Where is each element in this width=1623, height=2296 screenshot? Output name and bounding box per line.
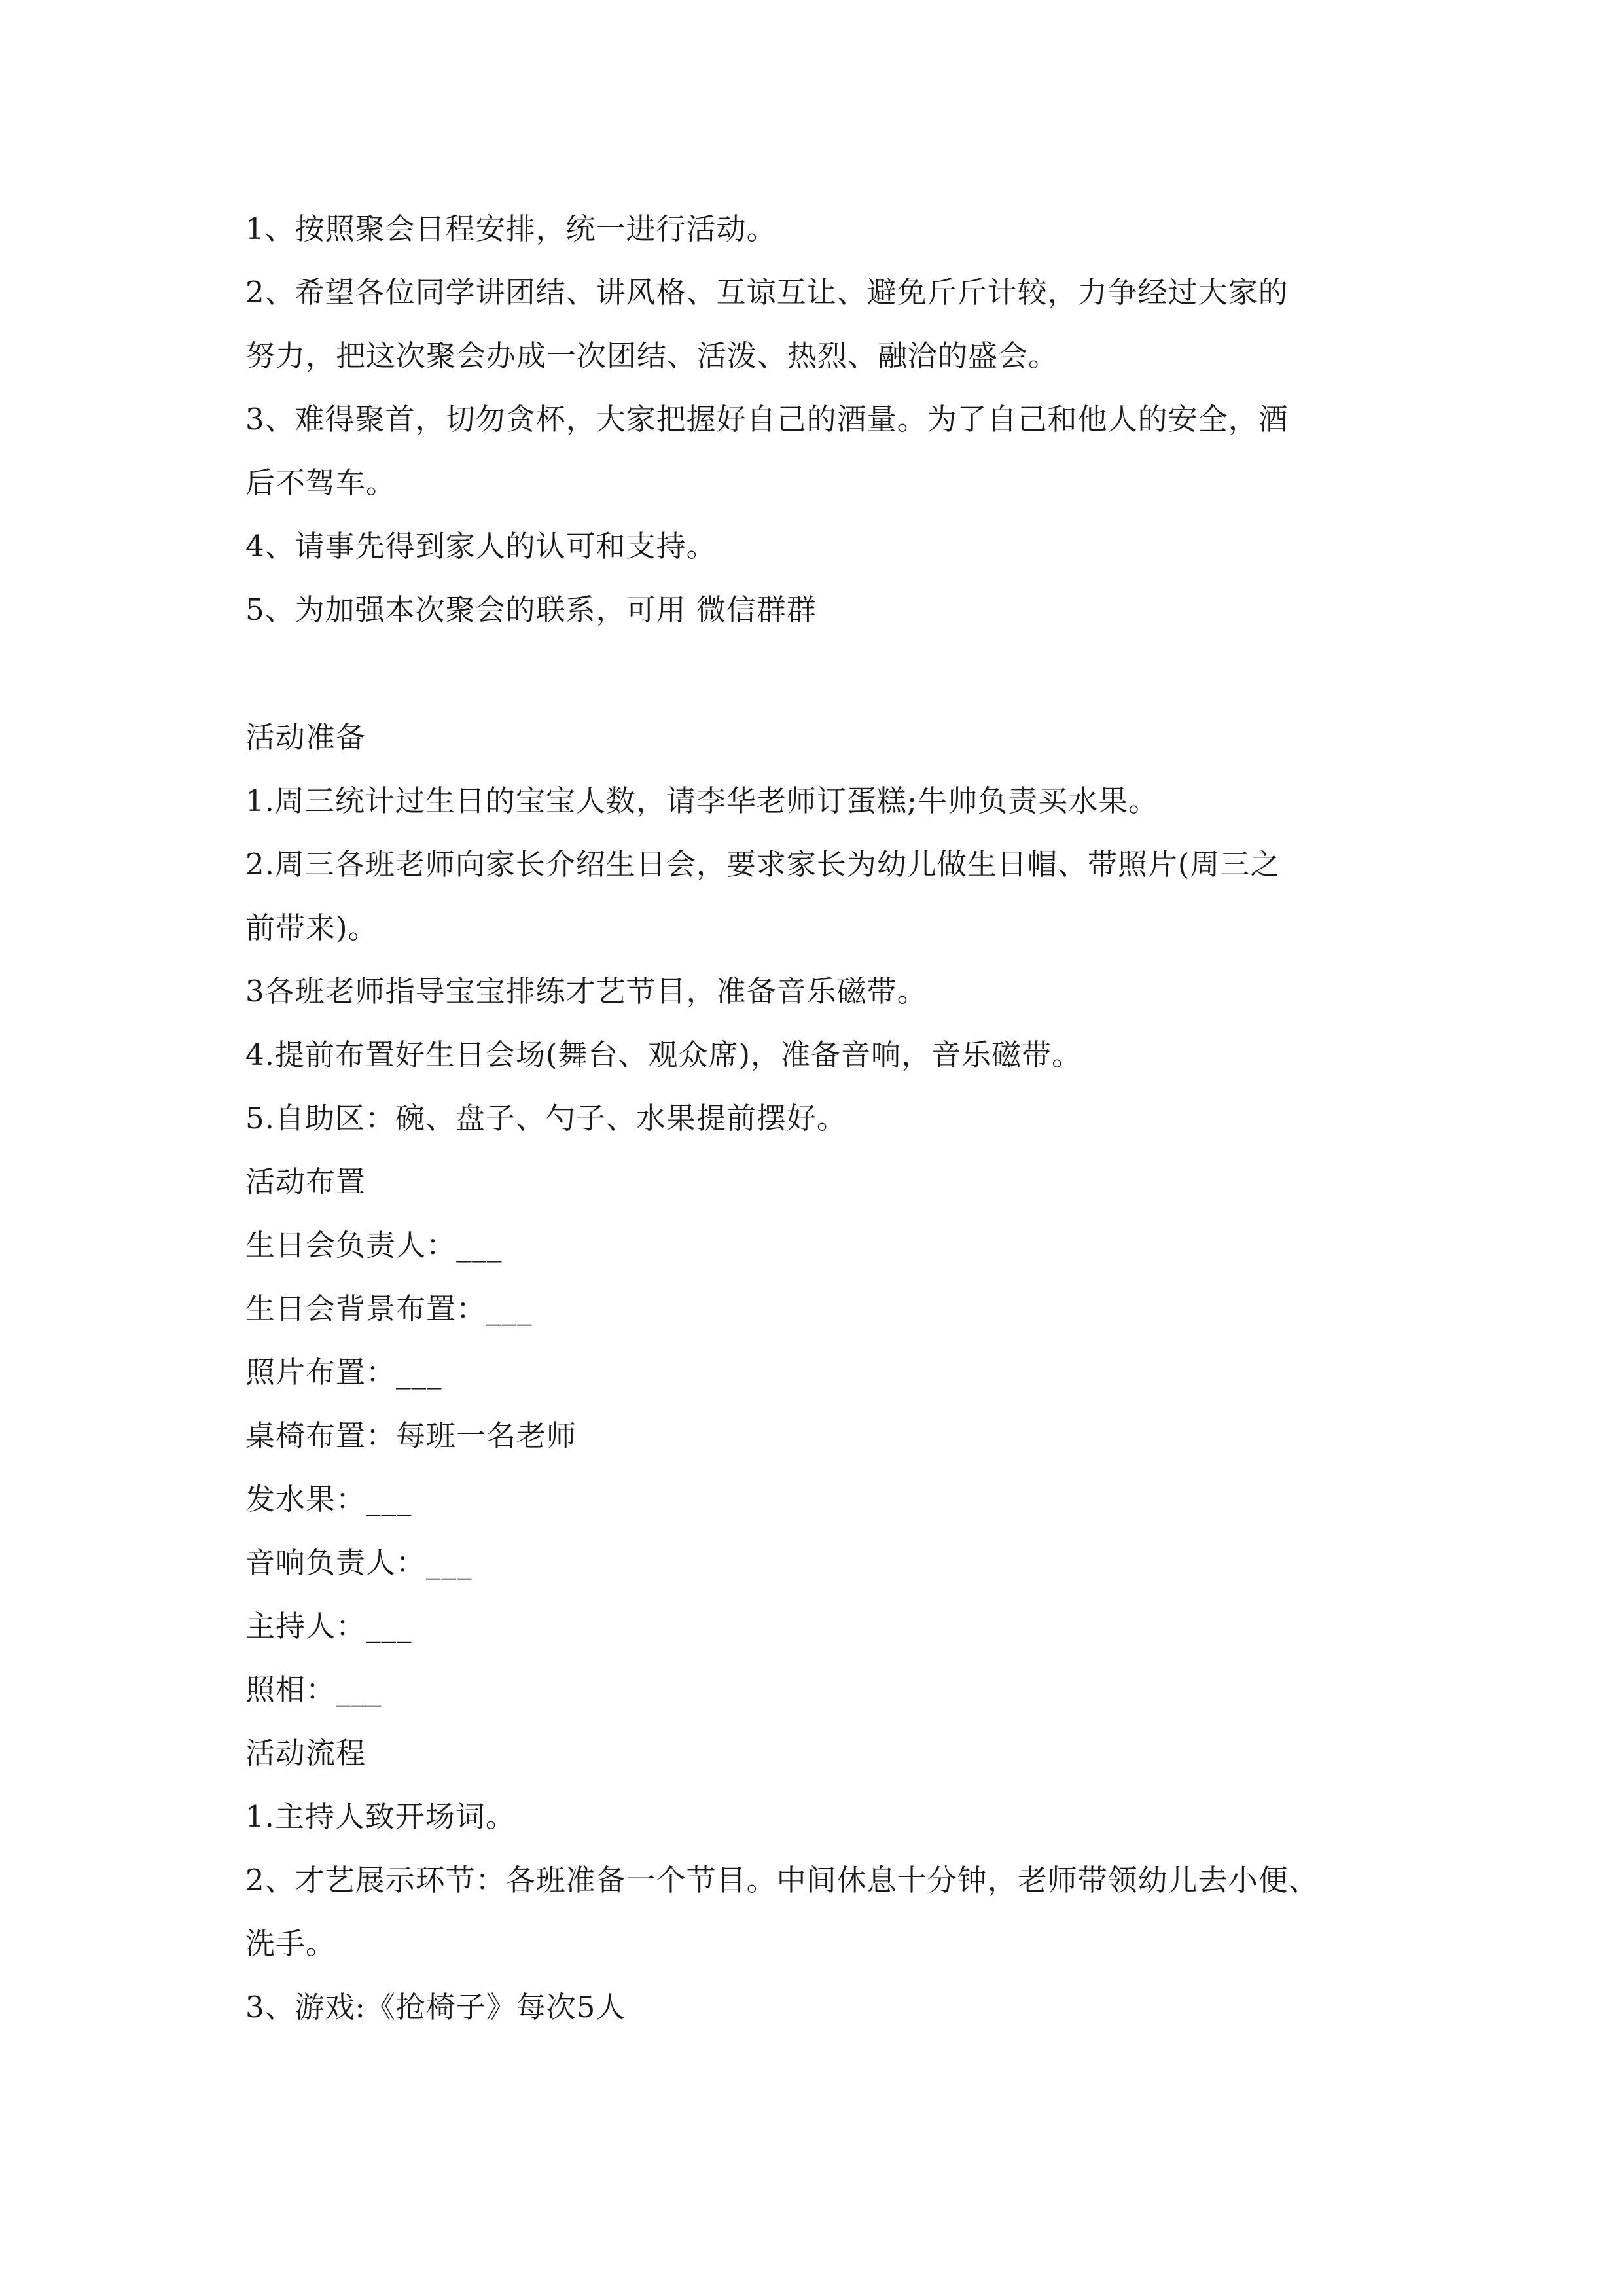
layout-item: 照片布置：___ xyxy=(245,1355,442,1390)
process-item: 2、才艺展示环节：各班准备一个节目。中间休息十分钟，老师带领幼儿去小便、 xyxy=(245,1863,1319,1897)
rule-line: 3、难得聚首，切勿贪杯，大家把握好自己的酒量。为了自己和他人的安全，酒 xyxy=(245,402,1289,437)
rule-line: 2、希望各位同学讲团结、讲风格、互谅互让、避免斤斤计较，力争经过大家的 xyxy=(245,275,1289,310)
layout-item: 主持人：___ xyxy=(245,1609,412,1643)
process-item: 1.主持人致开场词。 xyxy=(245,1799,516,1834)
rule-line: 4、请事先得到家人的认可和支持。 xyxy=(245,529,717,564)
layout-item: 生日会背景布置：___ xyxy=(245,1291,533,1326)
process-item: 洗手。 xyxy=(245,1926,336,1961)
preparation-item: 前带来)。 xyxy=(245,910,378,945)
preparation-item: 2.周三各班老师向家长介绍生日会，要求家长为幼儿做生日帽、带照片(周三之 xyxy=(245,847,1281,882)
layout-item: 发水果：___ xyxy=(245,1482,412,1516)
rule-line: 后不驾车。 xyxy=(245,465,397,500)
layout-item: 生日会负责人：___ xyxy=(245,1228,503,1263)
section-heading-preparation: 活动准备 xyxy=(245,720,366,755)
layout-item: 照相：___ xyxy=(245,1672,382,1707)
rule-line: 5、为加强本次聚会的联系，可用 微信群群 xyxy=(245,592,817,627)
layout-item: 桌椅布置：每班一名老师 xyxy=(245,1418,577,1453)
rule-line: 1、按照聚会日程安排，统一进行活动。 xyxy=(245,211,777,246)
preparation-item: 3各班老师指导宝宝排练才艺节目，准备音乐磁带。 xyxy=(245,974,927,1009)
rule-line: 努力，把这次聚会办成一次团结、活泼、热烈、融洽的盛会。 xyxy=(245,338,1059,373)
section-heading-process: 活动流程 xyxy=(245,1736,366,1770)
preparation-item: 5.自助区：碗、盘子、勺子、水果提前摆好。 xyxy=(245,1101,847,1136)
preparation-item: 1.周三统计过生日的宝宝人数，请李华老师订蛋糕;牛帅负责买水果。 xyxy=(245,783,1159,818)
preparation-item: 4.提前布置好生日会场(舞台、观众席)，准备音响，音乐磁带。 xyxy=(245,1037,1082,1072)
section-heading-layout: 活动布置 xyxy=(245,1164,366,1199)
layout-item: 音响负责人：___ xyxy=(245,1545,473,1580)
process-item: 3、游戏:《抢椅子》每次5人 xyxy=(245,1990,626,2024)
